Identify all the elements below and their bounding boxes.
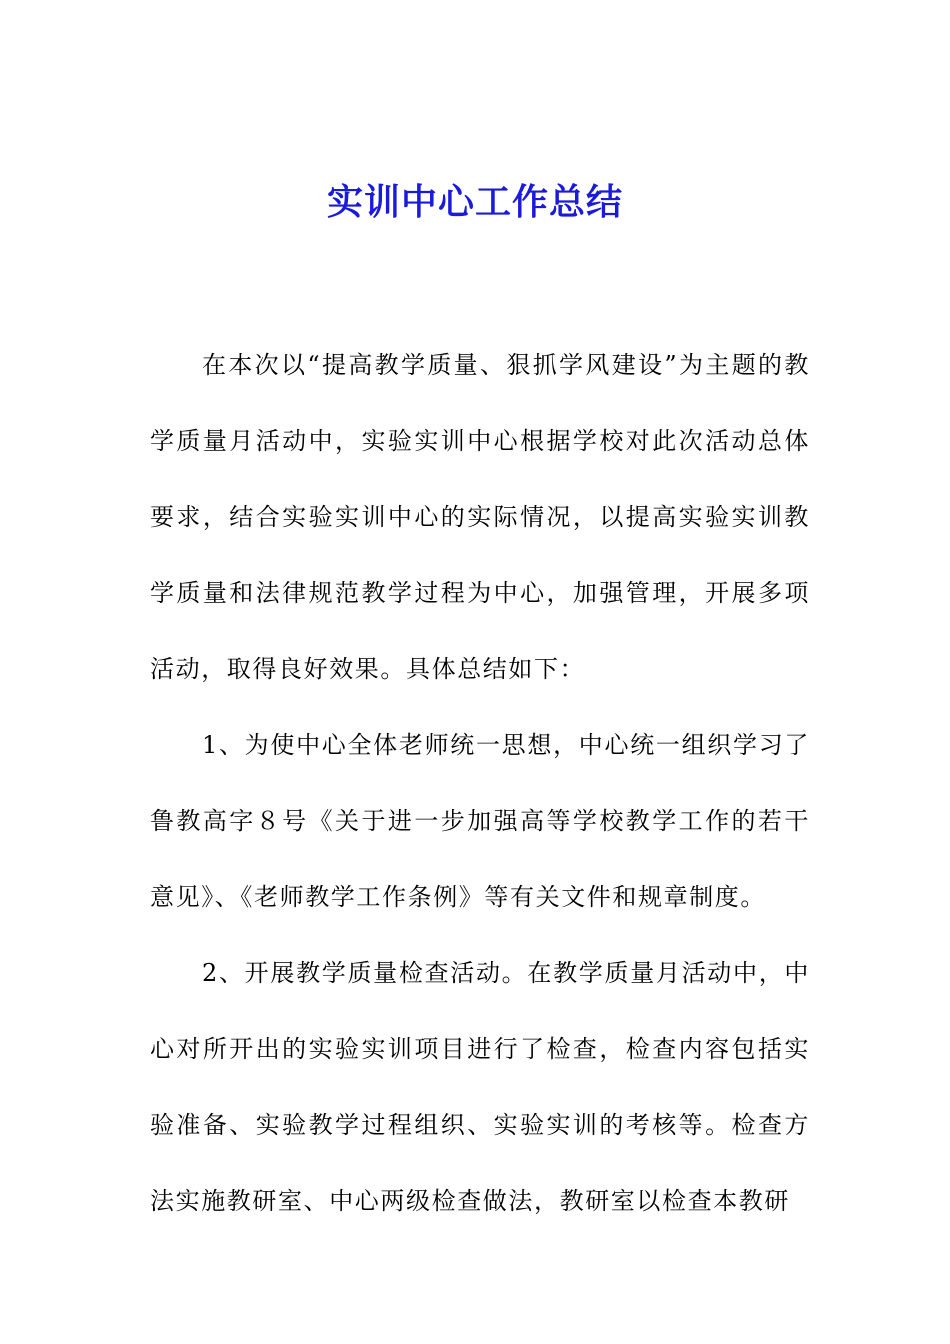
document-title: 实训中心工作总结 [326, 182, 623, 223]
paragraph-intro: 在本次以“提高教学质量、狠抓学风建设”为主题的教学质量月活动中，实验实训中心根据学校对此次活动总体要求，结合实验实训中心的实际情况，以提高实验实训教学质量和法律规范教学过程为中心，加强管理，开展多项活动，取得良好效果。具体总结如下： [150, 351, 810, 683]
paragraph-item-1: 1、为使中心全体老师统一思想，中心统一组织学习了鲁教高字８号《关于进一步加强高等学校教学工作的若干意见》、《老师教学工作条例》等有关文件和规章制度。 [150, 731, 810, 911]
document-body [150, 327, 810, 1239]
paragraph-item-2: 2、开展教学质量检查活动。在教学质量月活动中，中心对所开出的实验实训项目进行了检查，检查内容包括实验准备、实验教学过程组织、实验实训的考核等。检查方法实施教研室、中心两级检查做法，教研室以检查本教研 [150, 959, 810, 1215]
